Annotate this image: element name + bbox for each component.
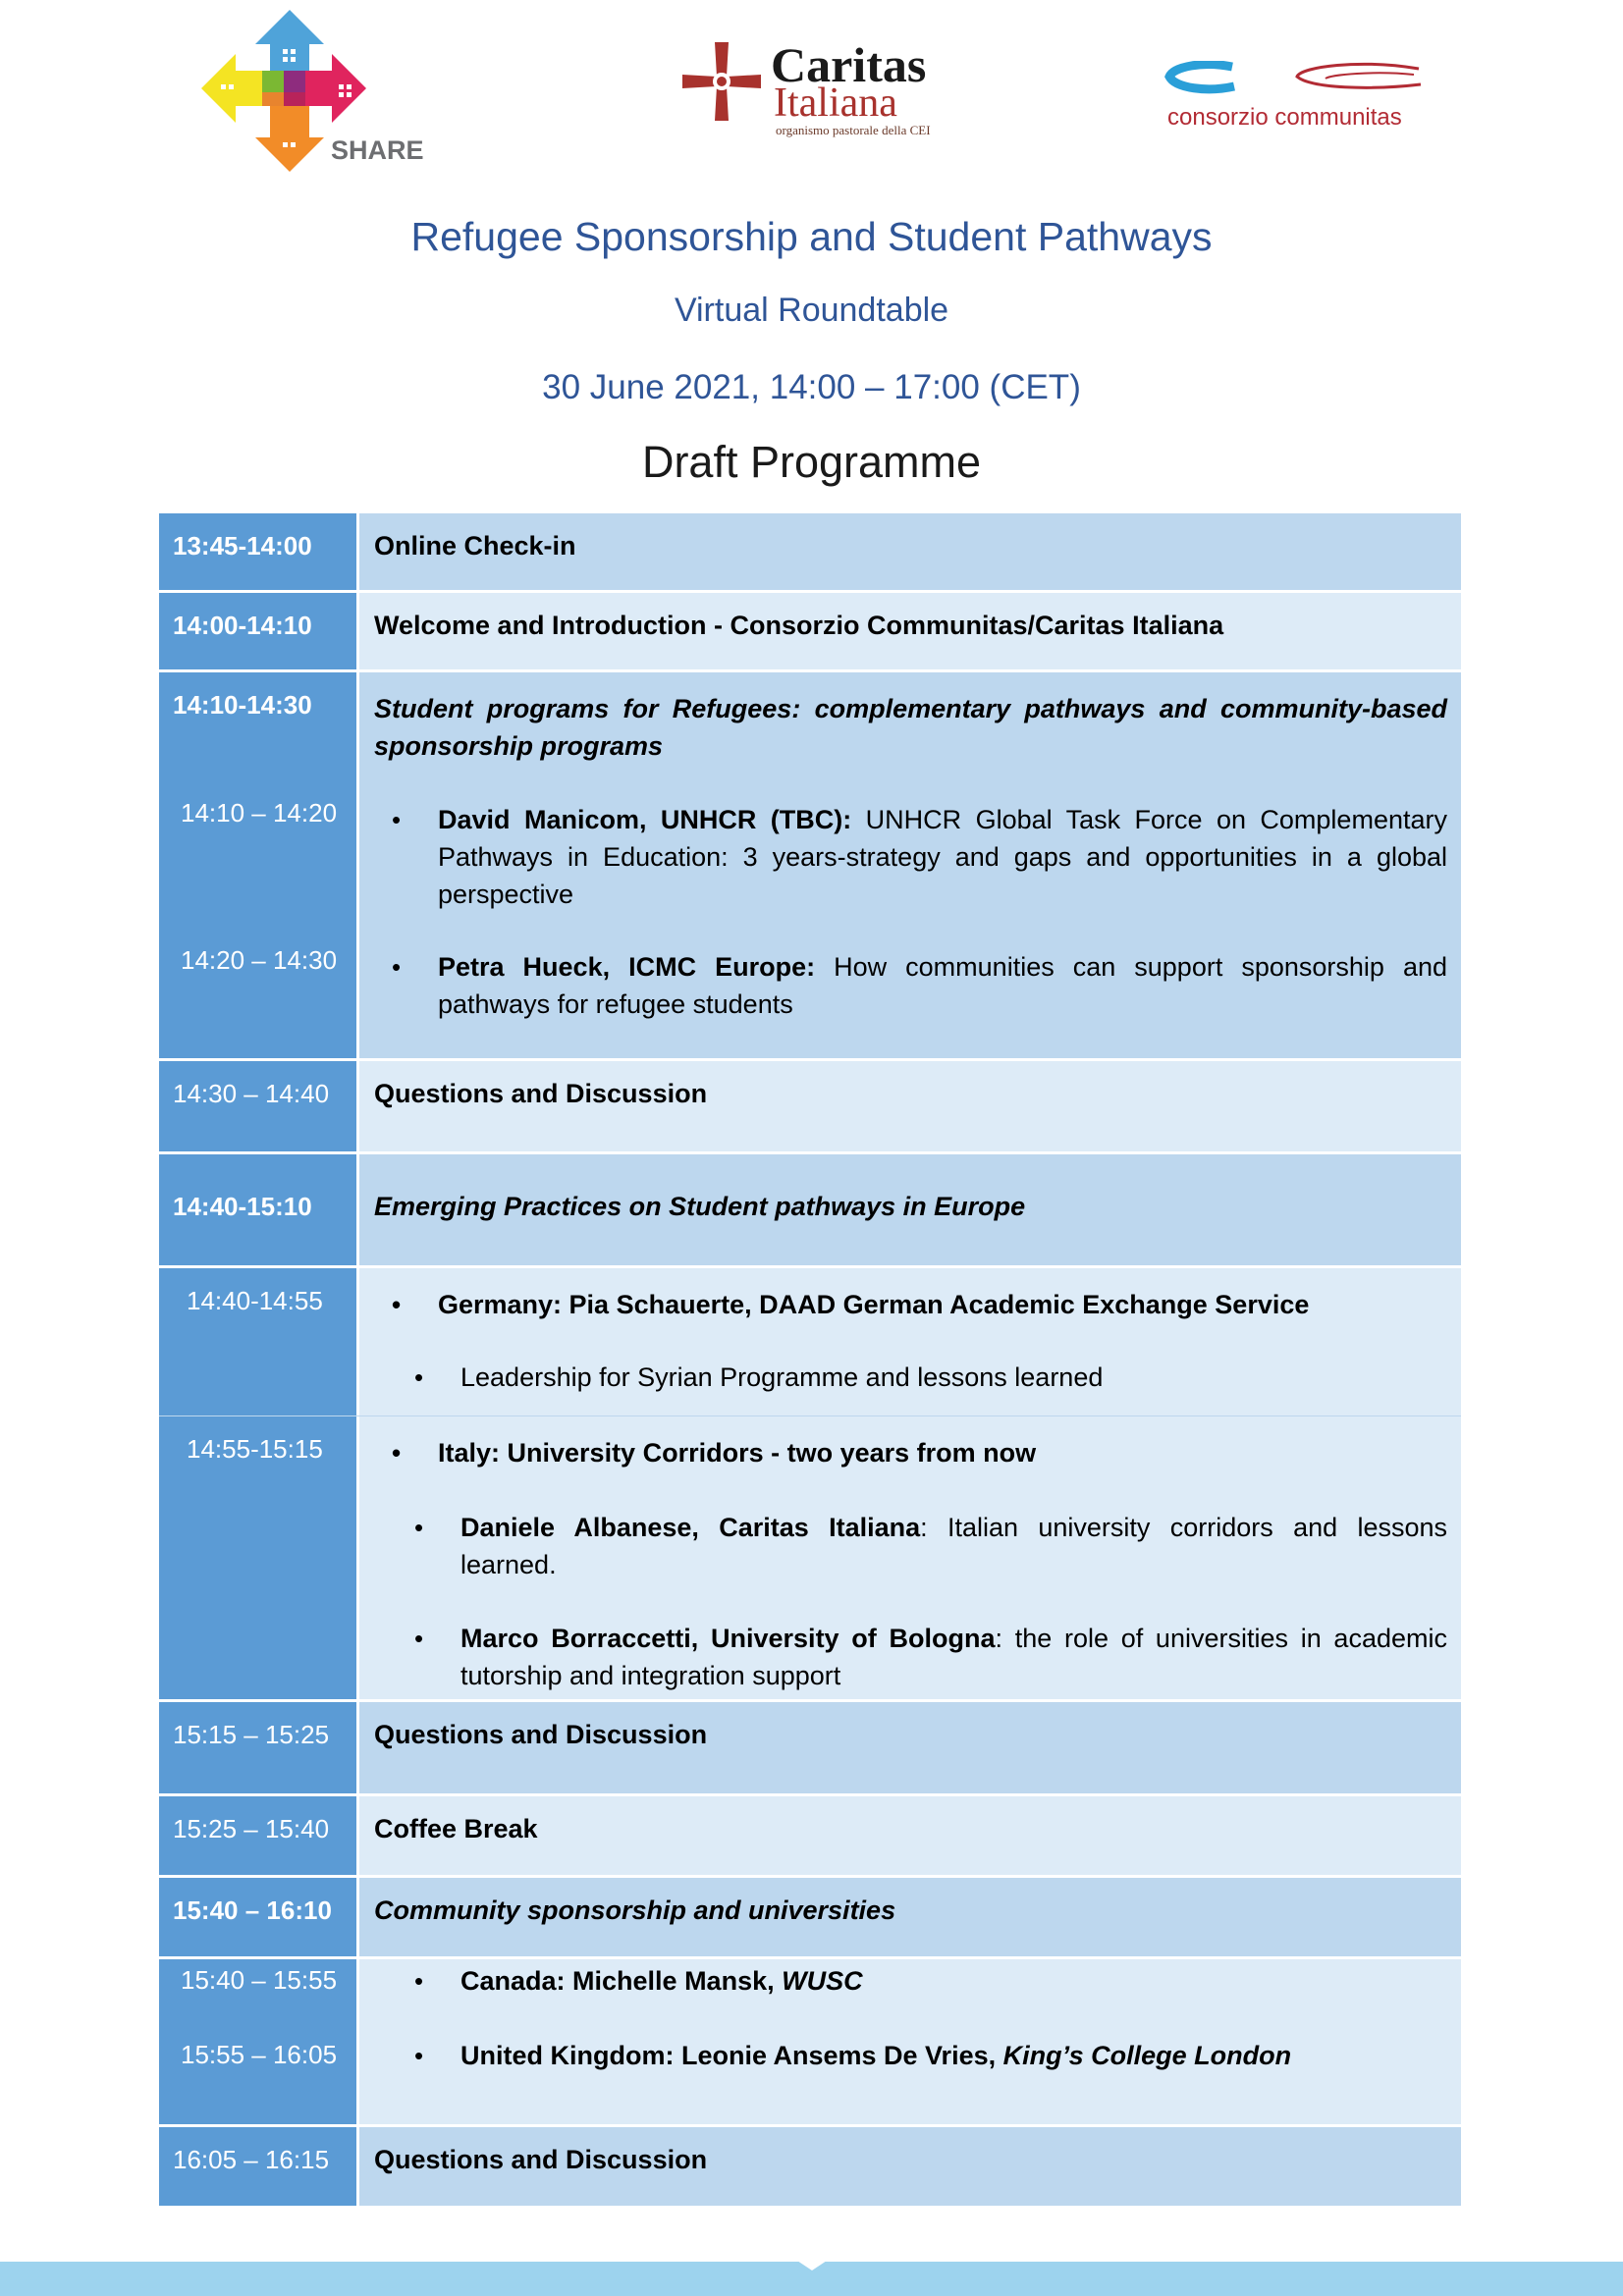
row-time-column bbox=[159, 1959, 359, 2124]
row-title: Emerging Practices on Student pathways in Europe bbox=[374, 1192, 1026, 1221]
list-item bbox=[374, 948, 1447, 1023]
event-subtitle: Virtual Roundtable bbox=[674, 292, 949, 329]
caritas-logo-line2: Italiana bbox=[774, 80, 897, 126]
sub-list-item: • Leadership for Syrian Programme and lessons learned bbox=[374, 1359, 1447, 1396]
programme-row bbox=[159, 513, 1461, 593]
row-time-column bbox=[159, 672, 359, 1058]
row-time: 13:45-14:00 bbox=[159, 513, 359, 590]
programme-row bbox=[159, 1878, 1461, 1959]
programme-row bbox=[159, 1061, 1461, 1154]
speaker-name: United Kingdom: Leonie Ansems De Vries, bbox=[460, 2041, 1003, 2070]
talk-description: How communities can support sponsorship and pathways for refugee students bbox=[438, 952, 1447, 1019]
talk-description: UNHCR Global Task Force on Complementary Pathways in Education: 3 years-strategy and gaps and opportunities in a global perspective bbox=[438, 805, 1447, 909]
programme-heading: Draft Programme bbox=[641, 437, 982, 487]
sub-list-item bbox=[374, 2037, 1447, 2074]
row-time: 15:40 – 16:10 bbox=[159, 1878, 359, 1956]
row-time: 16:05 – 16:15 bbox=[159, 2127, 359, 2206]
caritas-logo bbox=[677, 37, 952, 145]
programme-row bbox=[159, 1702, 1461, 1796]
row-content bbox=[359, 672, 1461, 1058]
programme-row bbox=[159, 1154, 1461, 1268]
row-time: 15:25 – 15:40 bbox=[159, 1796, 359, 1875]
event-title: Refugee Sponsorship and Student Pathways bbox=[410, 214, 1213, 259]
footer-notch bbox=[788, 2255, 836, 2270]
share-logo bbox=[201, 10, 437, 177]
row-time: 14:55-15:15 bbox=[159, 1416, 359, 1699]
communitas-logo-text: consorzio communitas bbox=[1167, 104, 1402, 131]
speaker-name: Marco Borraccetti, University of Bologna bbox=[460, 1624, 996, 1653]
programme-row bbox=[159, 1959, 1461, 2127]
organisation: King’s College London bbox=[1002, 2041, 1292, 2070]
row-title: Questions and Discussion bbox=[374, 1720, 708, 1749]
row-content bbox=[359, 1959, 1461, 2124]
speaker-name: Daniele Albanese, Caritas Italiana bbox=[460, 1513, 921, 1542]
sub-list-item bbox=[374, 1962, 1447, 2000]
session-title: Student programs for Refugees: complementary pathways and community-based sponsorship programs bbox=[374, 694, 1447, 761]
communitas-logo bbox=[1163, 61, 1429, 139]
caritas-cross-icon bbox=[682, 42, 761, 121]
speaker-name: Petra Hueck, ICMC Europe: bbox=[438, 952, 816, 982]
caritas-logo-tagline: organismo pastorale della CEI bbox=[776, 123, 931, 137]
caritas-logo-line1: Caritas bbox=[771, 37, 927, 92]
communitas-cc-icon bbox=[1169, 64, 1421, 88]
sub-list-item bbox=[374, 1509, 1447, 1583]
row-title: Welcome and Introduction - Consorzio Communitas/Caritas Italiana bbox=[374, 611, 1224, 640]
list-item bbox=[374, 801, 1447, 913]
sub-list-item bbox=[374, 1620, 1447, 1694]
row-time: 14:10-14:30 bbox=[173, 690, 312, 720]
row-title: Coffee Break bbox=[374, 1814, 538, 1843]
row-title: Community sponsorship and universities bbox=[374, 1896, 896, 1925]
sub-time: 14:20 – 14:30 bbox=[181, 945, 338, 975]
row-content bbox=[359, 1416, 1461, 1699]
row-title: Questions and Discussion bbox=[374, 2145, 708, 2174]
event-date: 30 June 2021, 14:00 – 17:00 (CET) bbox=[542, 368, 1081, 406]
programme-row bbox=[159, 672, 1461, 1061]
list-item: • Germany: Pia Schauerte, DAAD German Academic Exchange Service bbox=[374, 1286, 1447, 1323]
speaker-name: David Manicom, UNHCR (TBC): bbox=[438, 805, 852, 834]
row-title: Online Check-in bbox=[374, 531, 576, 561]
row-time: 14:30 – 14:40 bbox=[159, 1061, 359, 1151]
row-time: 14:40-14:55 bbox=[159, 1268, 359, 1415]
sub-time: 15:55 – 16:05 bbox=[181, 2040, 338, 2069]
programme-table bbox=[159, 513, 1461, 2209]
list-item: • Italy: University Corridors - two years from now bbox=[374, 1434, 1447, 1471]
programme-row bbox=[159, 2127, 1461, 2209]
share-logo-text: SHARE bbox=[331, 135, 424, 165]
row-content bbox=[359, 1268, 1461, 1415]
programme-row bbox=[159, 1796, 1461, 1878]
programme-row bbox=[159, 1416, 1461, 1702]
speaker-name: Canada: Michelle Mansk, bbox=[460, 1966, 783, 1996]
row-time: 14:40-15:10 bbox=[159, 1154, 359, 1265]
organisation: WUSC bbox=[782, 1966, 863, 1996]
talk-description: : the role of universities in academic tutorship and integration support bbox=[460, 1624, 1447, 1690]
sub-time: 14:10 – 14:20 bbox=[181, 798, 338, 828]
row-time: 15:15 – 15:25 bbox=[159, 1702, 359, 1793]
talk-description: : Italian university corridors and lessons learned. bbox=[460, 1513, 1447, 1579]
row-title: Questions and Discussion bbox=[374, 1079, 708, 1108]
row-time: 14:00-14:10 bbox=[159, 593, 359, 669]
programme-row bbox=[159, 1268, 1461, 1416]
sub-time: 15:40 – 15:55 bbox=[181, 1965, 338, 1995]
programme-row bbox=[159, 593, 1461, 672]
